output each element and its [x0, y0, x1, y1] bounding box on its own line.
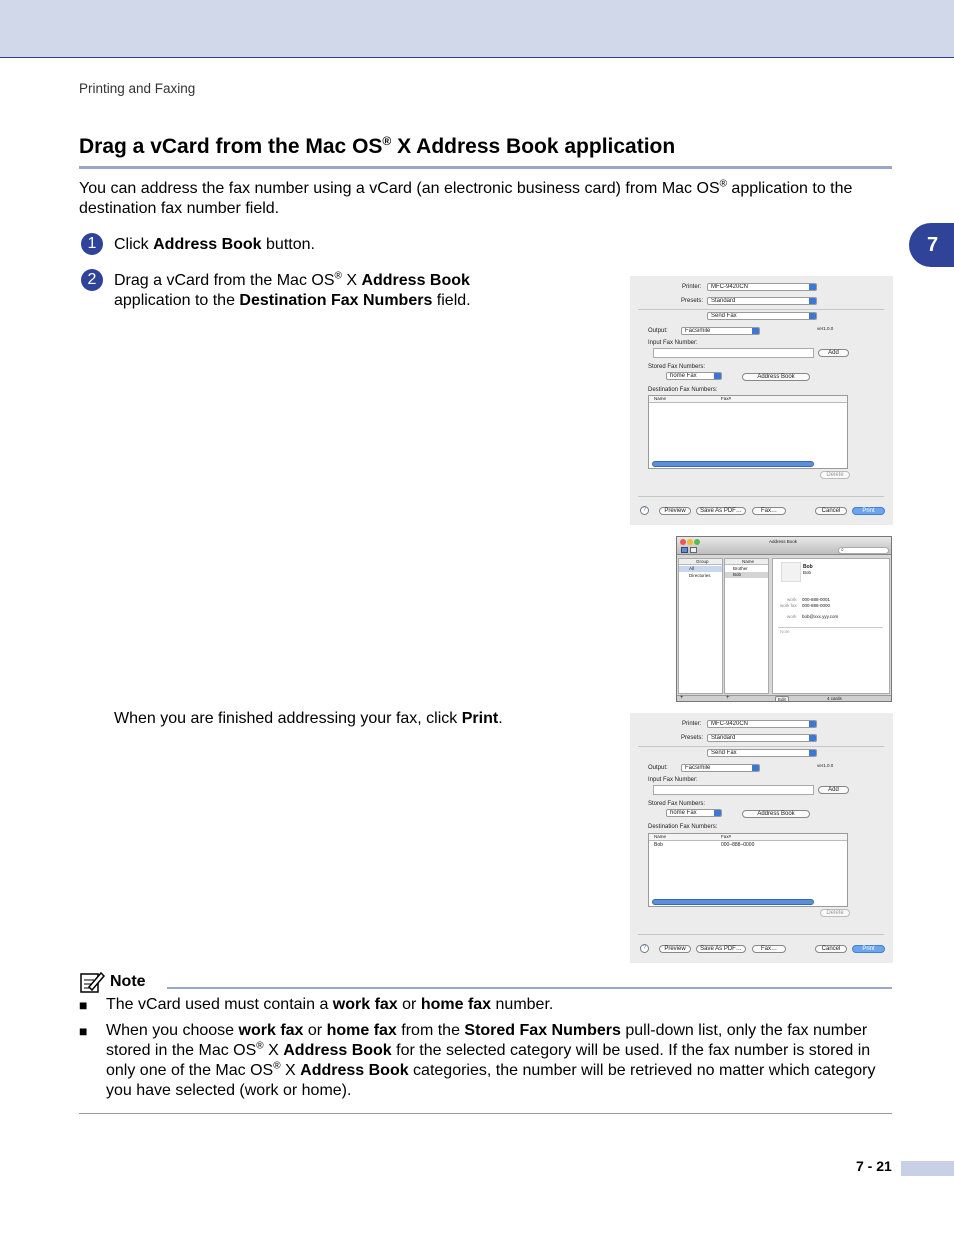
save-as-pdf-button[interactable]: Save As PDF… — [696, 507, 746, 515]
delete-button[interactable]: Delete — [820, 909, 850, 917]
add-group-icon[interactable]: + — [680, 695, 684, 701]
step-1-text: Click Address Book button. — [114, 236, 315, 253]
name-header: Name — [742, 559, 755, 564]
help-icon[interactable]: ? — [640, 944, 649, 953]
separator — [638, 746, 884, 747]
output-label: Output: — [648, 765, 668, 771]
fax-dialog-screenshot-1 — [630, 276, 893, 525]
save-as-pdf-button[interactable]: Save As PDF… — [696, 945, 746, 953]
address-book-button[interactable]: Address Book — [742, 373, 810, 381]
cancel-button[interactable]: Cancel — [815, 507, 847, 515]
destination-fax-label: Destination Fax Numbers: — [648, 387, 718, 393]
view-card-icon[interactable] — [681, 547, 688, 553]
finish-instruction: When you are finished addressing your fax, click Print. — [114, 710, 503, 727]
stored-fax-label: Stored Fax Numbers: — [648, 364, 706, 370]
add-contact-icon[interactable]: + — [726, 695, 730, 701]
print-button[interactable]: Print — [852, 507, 885, 515]
fax-column-header: Fax# — [721, 396, 732, 401]
minimize-icon[interactable] — [687, 539, 693, 545]
card-name: Bob — [803, 564, 813, 570]
intro-paragraph: You can address the fax number using a vCard (an electronic business card) from Mac OS® application to the destination fax number field. — [79, 178, 853, 217]
output-popup[interactable]: Facsimile — [681, 764, 760, 772]
pane-popup[interactable]: Send Fax — [707, 749, 817, 757]
note-heading — [79, 970, 146, 994]
work-phone-value: 000-888-0001 — [802, 597, 831, 602]
note-title: Note — [110, 973, 146, 990]
note-label: Note: — [780, 629, 791, 634]
group-directories[interactable]: Directories — [689, 573, 711, 578]
pane-popup[interactable]: Send Fax — [707, 312, 817, 320]
step-2-number: 2 — [81, 269, 103, 291]
contact-brother[interactable]: Brother — [733, 566, 748, 571]
card-pane[interactable] — [772, 558, 890, 694]
input-fax-field[interactable] — [653, 348, 814, 358]
fax-column-header: Fax# — [721, 834, 732, 839]
bullet-marker: ■ — [79, 997, 88, 1013]
help-icon[interactable]: ? — [640, 506, 649, 515]
printer-popup[interactable]: MFC-9420CN — [707, 283, 817, 291]
zoom-icon[interactable] — [694, 539, 700, 545]
name-column-header: Name — [654, 834, 667, 839]
group-column[interactable] — [678, 558, 723, 694]
bullet-marker: ■ — [79, 1023, 88, 1039]
version-text: ver1.0.0 — [817, 763, 834, 768]
print-button[interactable]: Print — [852, 945, 885, 953]
note-bullet-2: When you choose work fax or home fax from the Stored Fax Numbers pull-down list, only the fax number stored in the Mac OS® X Address Book for the selected category will be used. If the fax number is stored in only one of the Mac OS® X Address Book categories, the number will be retrieved no matter which category you have selected (work or home). — [106, 1022, 876, 1099]
step-2-text: Drag a vCard from the Mac OS® X Address Book application to the Destination Fax Numbers field. — [114, 270, 471, 309]
printer-label: Printer: — [682, 721, 702, 727]
close-icon[interactable] — [680, 539, 686, 545]
bottom-rule — [79, 1113, 892, 1114]
preview-button[interactable]: Preview — [659, 507, 691, 515]
page-block — [901, 1161, 954, 1176]
delete-button[interactable]: Delete — [820, 471, 850, 479]
cancel-button[interactable]: Cancel — [815, 945, 847, 953]
name-column-header: Name — [654, 396, 667, 401]
stored-fax-popup[interactable]: home Fax — [666, 809, 722, 817]
fax-button[interactable]: Fax… — [752, 507, 786, 515]
destination-fax-label: Destination Fax Numbers: — [648, 824, 718, 830]
destination-fax-list[interactable] — [648, 833, 848, 907]
separator — [638, 496, 884, 497]
output-popup[interactable]: Facsimile — [681, 327, 760, 335]
address-book-screenshot — [676, 536, 892, 702]
presets-label: Presets: — [681, 298, 704, 304]
version-text: ver1.0.0 — [817, 326, 834, 331]
page-title: Drag a vCard from the Mac OS® X Address Book application — [79, 134, 676, 158]
card-company: Bob — [803, 570, 812, 575]
top-band — [0, 0, 954, 58]
work-fax-label: work fax — [780, 603, 797, 608]
note-rule — [167, 987, 892, 989]
input-fax-label: Input Fax Number: — [648, 340, 698, 346]
output-label: Output: — [648, 328, 668, 334]
stored-fax-popup[interactable]: home Fax — [666, 372, 722, 380]
group-all[interactable]: All — [689, 566, 695, 571]
presets-popup[interactable]: Standard — [707, 734, 817, 742]
presets-label: Presets: — [681, 735, 704, 741]
page-number: 7 - 21 — [856, 1158, 892, 1174]
work-fax-value: 000-888-0000 — [802, 603, 831, 608]
input-fax-field[interactable] — [653, 785, 814, 795]
search-input[interactable] — [838, 547, 889, 554]
separator — [638, 934, 884, 935]
email-value: bob@xxx.yyy.com — [802, 614, 839, 619]
printer-label: Printer: — [682, 284, 702, 290]
scrollbar[interactable] — [652, 461, 814, 467]
title-rule — [79, 166, 892, 169]
destination-row-fax[interactable]: 000–888–0000 — [721, 842, 755, 848]
add-button[interactable]: Add — [818, 349, 849, 357]
scrollbar[interactable] — [652, 899, 814, 905]
destination-row-name[interactable]: Bob — [654, 842, 663, 848]
running-head: Printing and Faxing — [79, 81, 196, 96]
fax-button[interactable]: Fax… — [752, 945, 786, 953]
input-fax-label: Input Fax Number: — [648, 777, 698, 783]
window-title: Address Book — [769, 539, 798, 544]
address-book-button[interactable]: Address Book — [742, 810, 810, 818]
card-count: 4 cards — [827, 696, 842, 701]
chapter-tab: 7 — [909, 223, 954, 267]
avatar — [781, 562, 801, 582]
note-pencil-icon — [79, 970, 105, 994]
name-column[interactable] — [724, 558, 769, 694]
stored-fax-label: Stored Fax Numbers: — [648, 801, 706, 807]
view-list-icon[interactable] — [690, 547, 697, 553]
contact-bob[interactable]: Bob — [733, 572, 742, 577]
search-icon: ⌕ — [841, 547, 844, 553]
printer-popup[interactable]: MFC-9420CN — [707, 720, 817, 728]
add-button[interactable]: Add — [818, 786, 849, 794]
note-bullet-1: The vCard used must contain a work fax or home fax number. — [106, 996, 554, 1013]
work-phone-label: work — [787, 597, 797, 602]
fax-dialog-screenshot-2 — [630, 713, 893, 963]
edit-button[interactable]: Edit — [775, 696, 789, 702]
step-1-number: 1 — [81, 233, 103, 255]
presets-popup[interactable]: Standard — [707, 297, 817, 305]
preview-button[interactable]: Preview — [659, 945, 691, 953]
destination-fax-list[interactable] — [648, 395, 848, 469]
email-label: work — [787, 614, 797, 619]
separator — [638, 309, 884, 310]
group-header: Group — [696, 559, 709, 564]
